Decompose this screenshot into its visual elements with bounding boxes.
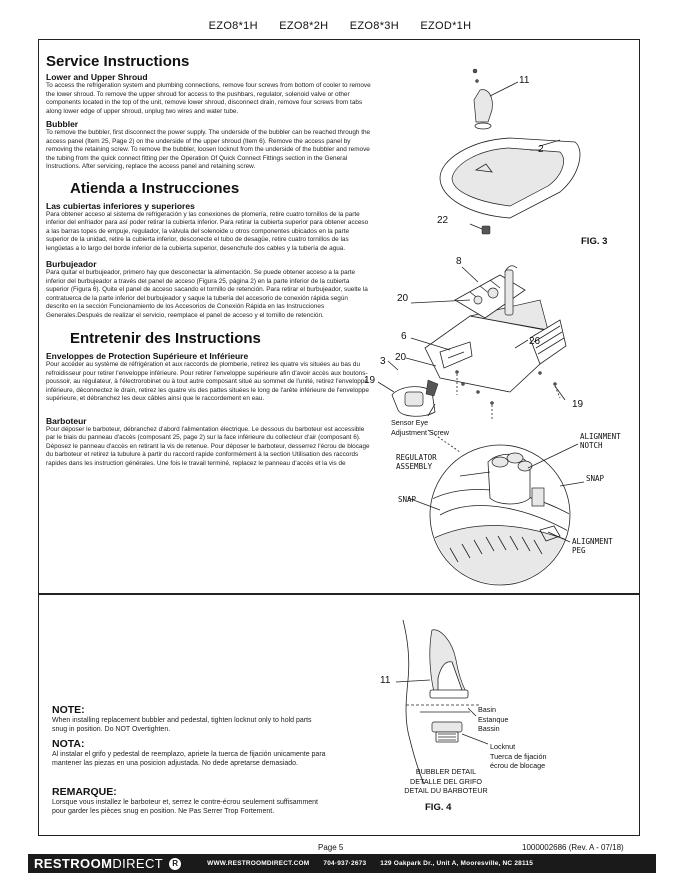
note-spanish bbox=[52, 738, 327, 769]
spanish-shroud-text: Para obtener acceso al sistema de refrigeración y las conexiones de plomería, retire cuatro tornillos de la parte inferior del enfriador para así poder retirar la cubierta inferior. Para retirar la cubierta superior para obtener acceso a las barras topes de empuje, regulador, la válvula del solenoide u otros componentes ubicados en la parte superior de la unidad, retire la cubierta inferior, desconecte el tubo de desagüe, retire cuatro tornillos de las lengüetas a lo largo del borde inferior de la cubierta superior, desenchufe dos cables y la tubería de agua. bbox=[46, 210, 369, 252]
model-number: EZO8*3H bbox=[349, 20, 399, 32]
callout-20-bottom: 20 bbox=[395, 352, 407, 363]
footer-address: 129 Oakpark Dr., Unit A, Mooresville, NC 28115 bbox=[380, 860, 534, 867]
english-shroud-text: To access the refrigeration system and plumbing connections, remove four screws from bottom of cooler to remove the lower shroud. To remove the upper shroud for access to the pushbars, regulator, solenoid valve or other components located in the top of the unit, remove lower shroud, disconnect drain, remove four screws from tabs along lower edge of upper shroud, unplug two wires and water tube. bbox=[46, 82, 371, 115]
alignment-peg-label: ALIGNMENT PEG bbox=[572, 537, 613, 555]
basin-label: Basin Estanque Bassin bbox=[478, 705, 509, 734]
footer-phone: 704·937·2673 bbox=[323, 860, 367, 867]
model-number: EZOD*1H bbox=[420, 20, 472, 32]
brand-logo bbox=[34, 856, 163, 871]
note-french bbox=[52, 786, 327, 817]
footer-website[interactable]: WWW.RESTROOMDIRECT.COM bbox=[207, 860, 310, 867]
snap-right-label: SNAP bbox=[586, 474, 605, 483]
fig4-label: FIG. 4 bbox=[425, 802, 452, 813]
english-shroud-heading: Lower and Upper Shroud bbox=[46, 72, 148, 82]
brand-light: DIRECT bbox=[112, 856, 164, 871]
callout-11: 11 bbox=[519, 75, 530, 86]
english-bubbler-heading: Bubbler bbox=[46, 119, 79, 130]
french-title: Entretenir des Instructions bbox=[70, 330, 261, 348]
spanish-title: Atienda a Instrucciones bbox=[70, 179, 240, 197]
fig4-callout-11: 11 bbox=[380, 675, 391, 686]
spanish-bubbler-text: Para quitar el burbujeador, primero hay que desconectar la alimentación. Se puede obtener acceso a la parte inferior del burbujeador a través del panel de acceso (Figura 25, página 2) en la parte inferior de la cubierta superior (Figura 6). Quite el panel de acceso sacando el tornillo de retención. Para retirar el burbujeador, suelte la contratuerca de la parte inferior del burbujeador y saque la tubería del accesorio de conexión rápida según descrito en la sección Funcionamiento de los Accesorios de Conexión Rápida en las Instrucciones Generales.Después de realizar el servicio, reemplace el panel de acceso y el tornillo de retención. bbox=[46, 269, 368, 319]
snap-left-label: SNAP bbox=[398, 495, 417, 504]
locknut-label: Locknut Tuerca de fijación écrou de blocage bbox=[490, 742, 547, 771]
spanish-bubbler-heading: Burbujeador bbox=[46, 259, 97, 270]
footer-contact bbox=[207, 860, 545, 867]
spanish-shroud-heading: Las cubiertas inferiores y superiores bbox=[46, 200, 195, 211]
bubbler-detail-label: BUBBLER DETAIL DETALLE DEL GRIFO DETAIL DU BARBOTEUR bbox=[404, 767, 488, 796]
french-bubbler-text: Pour déposer le barboteur, débranchez d'abord l'alimentation électrique. Le dessous du barboteur est accessible par le biais du panneau d'accès (composant 25, page 2) sur la face inférieure du collecteur d'air (composant 6). Déposez le panneau d'accès en retirant la vis de retenue. Pour déposer le barboteur, desserrez l'écrou de blocage du barboteur et retirez la tubulure à partir du raccord rapide conformément à la section Utilisation des raccords rapides dans les instruction générales. Une fois le travail terminé, replacez le panneau d'accès et la vis de bbox=[46, 425, 370, 467]
model-number: EZO8*1H bbox=[208, 20, 258, 32]
callout-2: 2 bbox=[538, 144, 544, 155]
fig3-label: FIG. 3 bbox=[581, 236, 608, 247]
callout-22: 22 bbox=[437, 215, 449, 226]
callout-6: 6 bbox=[401, 331, 407, 342]
callout-19-right: 19 bbox=[572, 399, 584, 410]
french-shroud-heading: Enveloppes de Protection Supérieure et Inférieure bbox=[46, 351, 249, 362]
callout-19-left: 19 bbox=[364, 375, 376, 386]
callout-26: 26 bbox=[529, 336, 541, 347]
remarque-heading: REMARQUE: bbox=[52, 786, 117, 798]
callout-8: 8 bbox=[456, 256, 462, 267]
page-number: Page 5 bbox=[318, 843, 344, 852]
sensor-eye-label: Sensor Eye Adjustment Screw bbox=[391, 418, 449, 437]
model-number: EZO8*2H bbox=[279, 20, 329, 32]
document-number: 1000002686 (Rev. A - 07/18) bbox=[522, 843, 624, 852]
regulator-assembly-label: REGULATOR ASSEMBLY bbox=[396, 453, 437, 471]
callout-3: 3 bbox=[380, 356, 386, 367]
nota-text: Al instalar el grifo y pedestal de reemplazo, apriete la tuerca de fijación unicamente para mantener las piezas en una posicion adjustada. No dede apretarse demasiado. bbox=[52, 751, 326, 768]
nota-heading: NOTA: bbox=[52, 738, 85, 750]
french-bubbler-heading: Barboteur bbox=[46, 415, 87, 426]
note-english bbox=[52, 704, 327, 735]
callout-20-top: 20 bbox=[397, 293, 409, 304]
note-text: When installing replacement bubbler and pedestal, tighten locknut only to hold parts snug in position. Do NOT Overtighten. bbox=[52, 717, 312, 734]
alignment-notch-label: ALIGNMENT NOTCH bbox=[580, 432, 621, 450]
brand-logo-icon: R bbox=[169, 858, 181, 870]
english-title: Service Instructions bbox=[46, 53, 190, 70]
brand-bold: RESTROOM bbox=[34, 856, 113, 871]
english-bubbler-text: To remove the bubbler, first disconnect the power supply. The underside of the bubbler can be reached through the access panel (Item 25, Page 2) on the underside of the upper shroud (Item 6). Remove the access panel by removing the retaining screw. To remove the bubbler, loosen locknut from the underside of the bubbler and remove the tubing from the quick connect fitting per the Operation Of Quick Connect Fittings section in the General Instructions. After servicing, replace the access panel and retaining screw. bbox=[46, 129, 371, 171]
note-heading: NOTE: bbox=[52, 704, 85, 716]
remarque-text: Lorsque vous installez le barboteur et, serrez le contre-écrou seulement suffisamment pour garder les pièces snug en position. Ne Pas Serrer Trop Fortement. bbox=[52, 799, 319, 816]
french-shroud-text: Pour accéder au système de réfrigération et aux raccords de plomberie, retirez les quatre vis situées au bas du refroidisseur pour retirer l'enveloppe inférieure. Pour retirer l'enveloppe supérieure afin d'avoir accès aux boutons-poussoir, au régulateur, à l'électrorobinet ou à tout autre composant situé au sommet de l'unité, retirez l'enveloppe inférieure, déconnectez le drain, retirez les quatre vis des pattes situées le long de l'arête inférieure de l'enveloppe supérieure, et débranchez les deux câbles ainsi que le raccordement en eau. bbox=[46, 361, 369, 403]
footer-bar bbox=[28, 854, 656, 873]
